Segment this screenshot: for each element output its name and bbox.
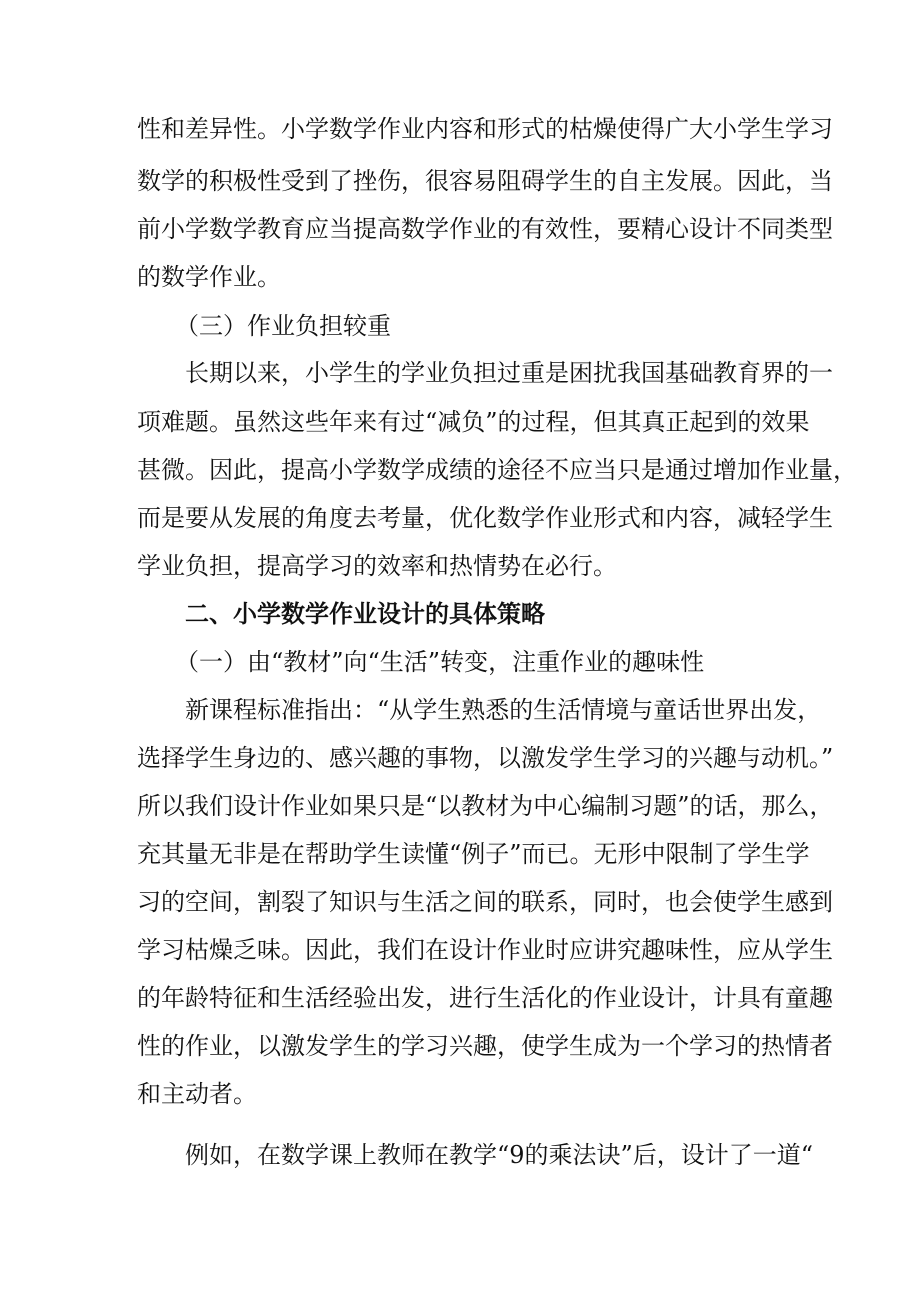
paragraph-line: 学业负担，提高学习的效率和热情势在必行。: [137, 552, 617, 580]
paragraph-line: 和主动者。: [137, 1080, 257, 1108]
paragraph-line: 充其量无非是在帮助学生读懂“例子”而已。无形中限制了学生学: [137, 840, 810, 868]
paragraph-line: 性的作业，以激发学生的学习兴趣，使学生成为一个学习的热情者: [137, 1032, 833, 1060]
paragraph-line: 性和差异性。小学数学作业内容和形式的枯燥使得广大小学生学习: [137, 115, 833, 143]
paragraph-line: 选择学生身边的、感兴趣的事物，以激发学生学习的兴趣与动机。”: [137, 744, 834, 772]
paragraph-line: 的年龄特征和生活经验出发，进行生活化的作业设计，计具有童趣: [137, 984, 833, 1012]
section-heading: 二、小学数学作业设计的具体策略: [185, 600, 545, 628]
paragraph-line: 前小学数学教育应当提高数学作业的有效性，要精心设计不同类型: [137, 215, 833, 243]
paragraph-line: 例如，在数学课上教师在教学“9的乘法诀”后，设计了一道“: [185, 1141, 814, 1169]
paragraph-line: 所以我们设计作业如果只是“以教材为中心编制习题”的话，那么，: [137, 792, 834, 820]
paragraph-line: 的数学作业。: [137, 263, 281, 291]
paragraph-line: 甚微。因此，提高小学数学成绩的途径不应当只是通过增加作业量，: [137, 456, 857, 484]
section-subheading: （一）由“教材”向“生活”转变，注重作业的趣味性: [175, 648, 705, 676]
paragraph-line: 新课程标准指出：“从学生熟悉的生活情境与童话世界出发，: [185, 696, 822, 724]
paragraph-line: 长期以来，小学生的学业负担过重是困扰我国基础教育界的一: [185, 359, 833, 387]
paragraph-line: 而是要从发展的角度去考量，优化数学作业形式和内容，减轻学生: [137, 504, 833, 532]
paragraph-line: 学习枯燥乏味。因此，我们在设计作业时应讲究趣味性，应从学生: [137, 936, 833, 964]
section-subheading: （三）作业负担较重: [175, 312, 391, 340]
paragraph-line: 项难题。虽然这些年来有过“减负”的过程，但其真正起到的效果: [137, 408, 810, 436]
paragraph-line: 数学的积极性受到了挫伤，很容易阻碍学生的自主发展。因此，当: [137, 167, 833, 195]
paragraph-line: 习的空间，割裂了知识与生活之间的联系，同时，也会使学生感到: [137, 888, 833, 916]
